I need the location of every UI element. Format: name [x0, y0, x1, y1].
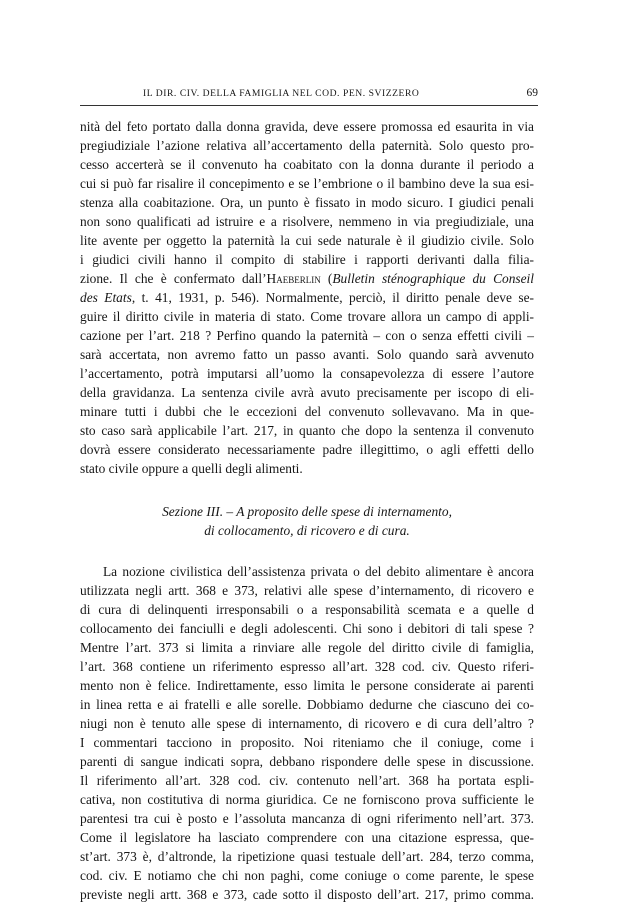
header-rule [80, 105, 538, 106]
text-line: sto caso sarà applicabile l’art. 217, in quanto che dopo la sentenza il convenuto [80, 423, 534, 438]
text-line: di cura di delinquenti irresponsabili o a responsabilità scemata e a quelle d [80, 602, 534, 617]
text-line: cod. civ. E notiamo che chi non paghi, come coniuge o come parente, le spese [80, 868, 534, 883]
text-line [80, 270, 534, 287]
citation-title: des Etats [80, 290, 132, 305]
text-line: l’accertamento, potrà imputarsi all’uomo la consapevolezza di essere l’autore [80, 366, 534, 381]
text-line: sarà accertata, non avremo fatto un passo avanti. Solo quando sarà avvenuto [80, 347, 534, 362]
section-heading-line: Sezione III. – A proposito delle spese di internamento, [162, 504, 452, 519]
running-head [80, 88, 538, 102]
text-line: nità del feto portato dalla donna gravida, deve essere promossa ed esaurita in via [80, 119, 534, 134]
author-name: Haeberlin [266, 271, 321, 286]
text-line: La nozione civilistica dell’assistenza privata o del debito alimentare è ancora [103, 564, 534, 579]
text-line: I commentari tacciono in proposito. Noi riteniamo che il coniuge, come i [80, 735, 534, 750]
page-number: 69 [526, 87, 538, 99]
text-line: cativa, non costitutiva di norma giuridica. Ce ne forniscono prova sufficiente le [80, 792, 534, 807]
text-line: i giudici civili hanno il compito di stabilire i rapporti derivanti dalla filia- [80, 252, 534, 267]
text-line: parenti di sangue indicati sopra, debbano rispondere delle spese in discussione. [80, 754, 534, 769]
text-line: minare tutti i dubbi che le eccezioni del convenuto sollevavano. Ma in que- [80, 404, 534, 419]
text-line: collocamento dei fanciulli e degli adolescenti. Chi sono i debitori di tali spese ? [80, 621, 534, 636]
text-line: Il riferimento all’art. 328 cod. civ. contenuto nell’art. 368 ha portata espli- [80, 773, 534, 788]
text-line: pregiudiziale l’azione relativa all’accertamento della paternità. Solo questo pro- [80, 138, 534, 153]
citation-title: Bulletin sténographique du Conseil [332, 271, 534, 286]
text-line: mento non è felice. Indirettamente, esso limita le persone considerate ai parenti [80, 678, 534, 693]
section-heading-line: di collocamento, di ricovero e di cura. [204, 523, 410, 538]
text-line: non sono qualificati ad istruire e a risolvere, nemmeno in via pregiudiziale, una [80, 214, 534, 229]
text-run: , t. 41, 1931, p. 546). Normalmente, perciò, il diritto penale deve se- [131, 290, 534, 305]
text-line: stenza alla coabitazione. Ora, un punto è fissato in modo sicuro. I giudici penali [80, 195, 534, 210]
text-line: della gravidanza. La sentenza civile avrà avuto precisamente per iscopo di eli- [80, 385, 534, 400]
text-line: parentesi tra cui è posto e l’assoluta mancanza di ogni riferimento nell’art. 373. [80, 811, 534, 826]
text-line: cazione per l’art. 218 ? Perfino quando la paternità – con o senza effetti civili – [80, 328, 534, 343]
text-line: niugi non è tenuto alle spese di internamento, di ricovero e di cura dell’altro ? [80, 716, 534, 731]
text-line: Mentre l’art. 373 si limita a rinviare alle regole del diritto civile di famiglia, [80, 640, 534, 655]
running-title: IL DIR. CIV. DELLA FAMIGLIA NEL COD. PEN. SVIZZERO [143, 88, 420, 99]
text-line: stato civile oppure a quelli degli alimenti. [80, 461, 303, 476]
text-line: lite avente per oggetto la paternità la cui sede naturale è il giudizio civile. Solo [80, 233, 534, 248]
text-line: in linea retta e ai fratelli e alle sorelle. Dobbiamo dedurne che ciascuno dei co- [80, 697, 534, 712]
text-run: ( [320, 271, 333, 286]
text-line: dovrà essere considerato necessariamente padre illegittimo, o agli effetti dello [80, 442, 534, 457]
text-line: Come il legislatore ha lasciato comprendere con una citazione espressa, que- [80, 830, 534, 845]
text-line: st’art. 373 è, d’altronde, la ripetizione quasi testuale dell’art. 284, terzo comma, [80, 849, 534, 864]
text-line [80, 289, 534, 306]
text-line: previste negli artt. 368 e 373, cade sotto il disposto dell’art. 217, primo comma. [80, 887, 534, 902]
text-line: cesso accerterà se il convenuto ha coabitato con la donna durante il periodo a [80, 157, 534, 172]
text-line: utilizzata negli artt. 368 e 373, relativi alle spese d’internamento, di ricovero e [80, 583, 534, 598]
text-line: cui si può far risalire il concepimento e se l’embrione o il bambino deve la sua esi- [80, 176, 534, 191]
text-line: guire il diritto civile in materia di stato. Come trovare allora un campo di appli- [80, 309, 534, 324]
text-run: zione. Il che è confermato dall’ [80, 271, 267, 286]
text-line: l’art. 368 contiene un riferimento espresso all’art. 328 cod. civ. Questo riferi- [80, 659, 534, 674]
